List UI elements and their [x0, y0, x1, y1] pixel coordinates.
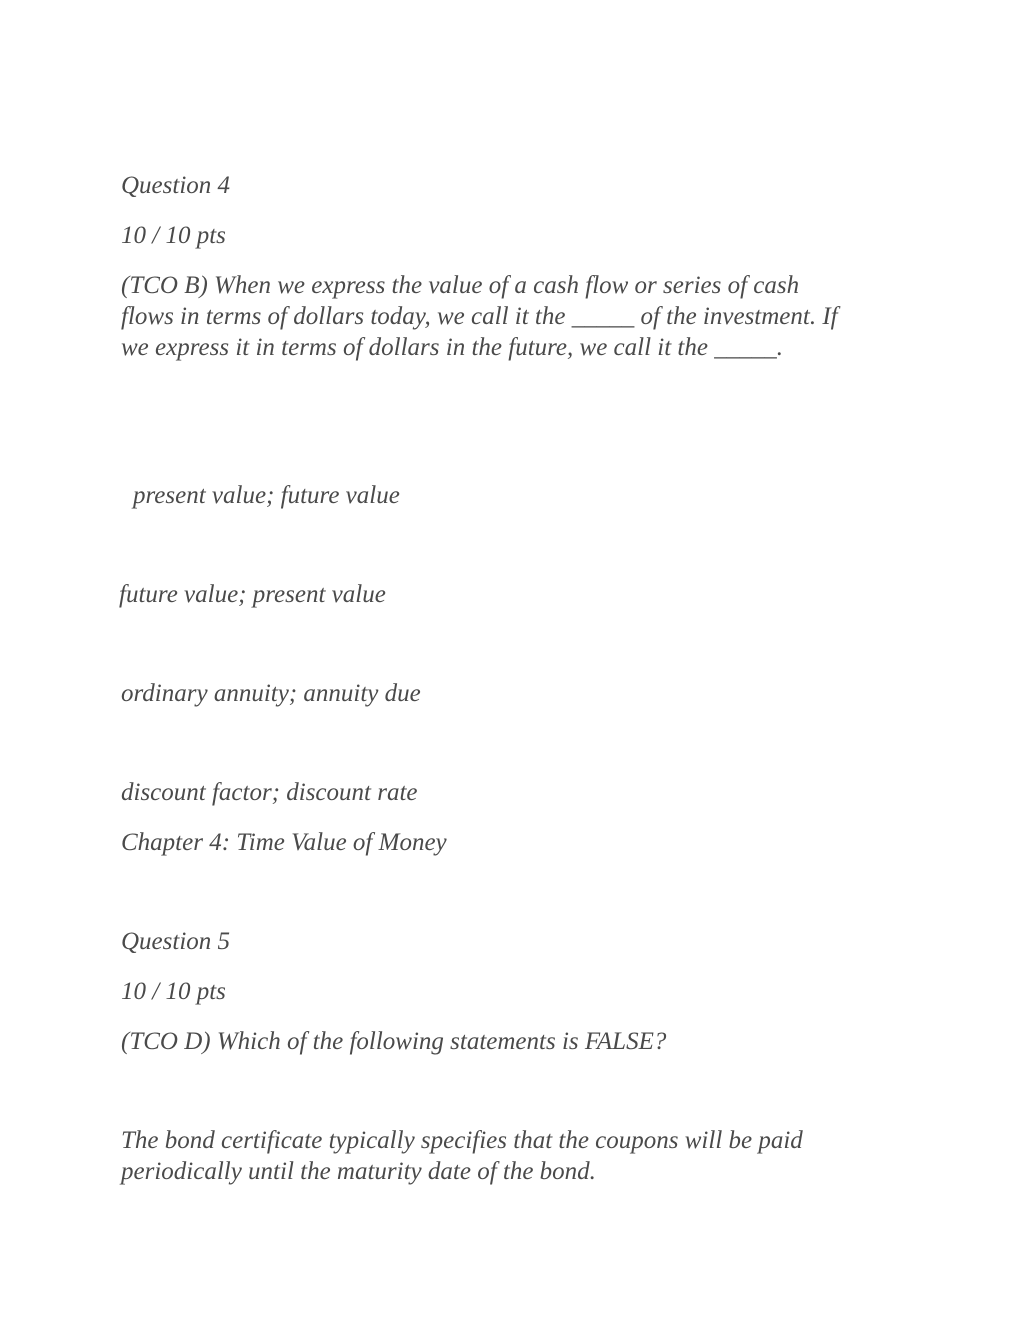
answer-option-line: periodically until the maturity date of the bond.: [121, 1158, 596, 1185]
question-4-prompt-line: we express it in terms of dollars in the future, we call it the _____.: [121, 334, 783, 361]
question-4-heading: Question 4: [121, 172, 231, 199]
answer-option-1[interactable]: present value; future value: [133, 482, 400, 509]
answer-option-2[interactable]: future value; present value: [119, 581, 386, 608]
answer-option-3[interactable]: ordinary annuity; annuity due: [121, 680, 421, 707]
question-5-prompt: (TCO D) Which of the following statements is FALSE?: [121, 1028, 667, 1055]
question-5-points: 10 / 10 pts: [121, 978, 226, 1005]
answer-option-4[interactable]: discount factor; discount rate: [121, 779, 418, 806]
question-4-prompt-line: (TCO B) When we express the value of a cash flow or series of cash: [121, 272, 800, 299]
question-4-points: 10 / 10 pts: [121, 222, 226, 249]
question-4-chapter: Chapter 4: Time Value of Money: [121, 829, 447, 856]
question-4-prompt-line: flows in terms of dollars today, we call it the _____ of the investment. If: [121, 303, 838, 330]
answer-option-line: The bond certificate typically specifies that the coupons will be paid: [121, 1127, 803, 1154]
question-5-heading: Question 5: [121, 928, 231, 955]
